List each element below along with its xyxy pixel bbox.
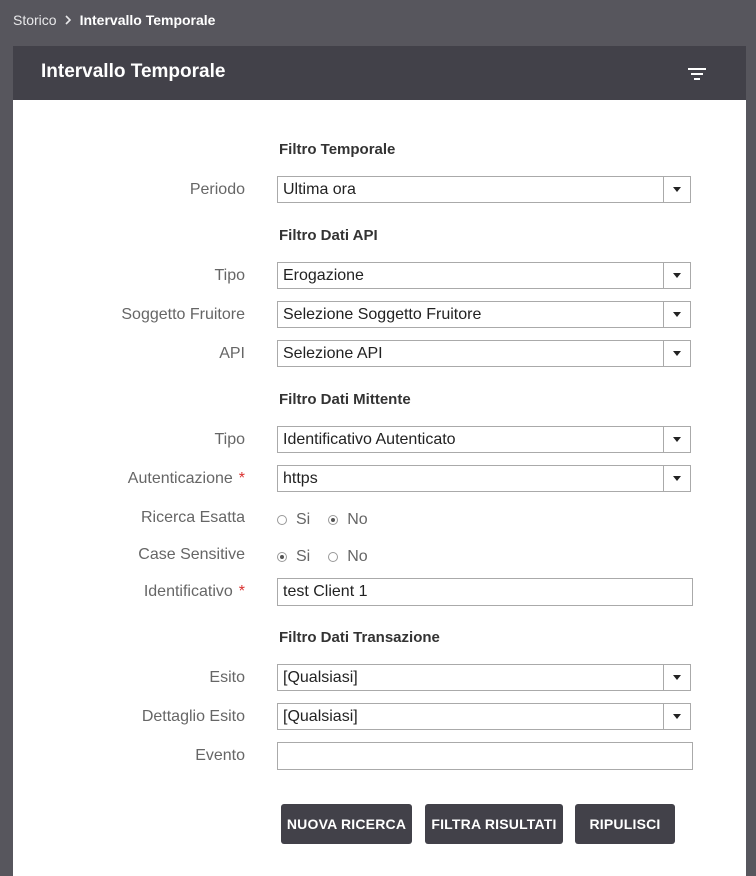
label-dettaglio-esito: Dettaglio Esito [141,708,245,725]
caret-down-icon[interactable] [664,466,690,491]
tipo-mittente-select[interactable] [277,426,691,453]
filtra-risultati-button[interactable]: FILTRA RISULTATI [425,804,563,844]
radio-label-si: Si [296,548,311,565]
label-tipo-mittente: Tipo [214,431,245,448]
periodo-select[interactable] [277,176,691,203]
radio-label-no: No [347,548,368,565]
identificativo-input[interactable]: test Client 1 [277,578,693,606]
label-case-sensitive: Case Sensitive [138,546,245,563]
autenticazione-select[interactable] [277,465,691,492]
radio-label-no: No [347,511,368,528]
case-sensitive-no[interactable] [328,548,367,566]
section-title-api: Filtro Dati API [279,227,378,244]
filter-panel [13,46,746,876]
chevron-right-icon [65,15,72,25]
ricerca-esatta-radio-group [277,511,386,529]
nuova-ricerca-button[interactable]: NUOVA RICERCA [281,804,412,844]
api-select[interactable] [277,340,691,367]
caret-down-icon[interactable] [664,665,690,690]
label-soggetto-fruitore: Soggetto Fruitore [121,306,245,323]
label-tipo-api: Tipo [214,267,245,284]
caret-down-icon[interactable] [664,341,690,366]
tipo-api-select[interactable] [277,262,691,289]
ripulisci-button[interactable]: RIPULISCI [575,804,675,844]
filter-icon[interactable] [686,66,708,82]
label-evento: Evento [195,747,245,764]
ricerca-esatta-no[interactable] [328,511,367,529]
label-periodo: Periodo [189,181,245,198]
caret-down-icon[interactable] [664,704,690,729]
label-identificativo [144,583,245,601]
label-ricerca-esatta: Ricerca Esatta [140,509,245,526]
radio-si[interactable] [277,515,287,525]
case-sensitive-radio-group [277,548,386,566]
breadcrumb [13,11,215,29]
periodo-value: Ultima ora [278,177,664,202]
caret-down-icon[interactable] [664,177,690,202]
tipo-mittente-value: Identificativo Autenticato [278,427,664,452]
case-sensitive-si[interactable] [277,548,310,566]
panel-title: Intervallo Temporale [41,61,226,82]
ricerca-esatta-si[interactable] [277,511,310,529]
esito-value: [Qualsiasi] [278,665,664,690]
api-value: Selezione API [278,341,664,366]
caret-down-icon[interactable] [664,427,690,452]
soggetto-fruitore-value: Selezione Soggetto Fruitore [278,302,664,327]
section-title-temporale: Filtro Temporale [279,141,396,158]
dettaglio-esito-value: [Qualsiasi] [278,704,664,729]
label-api: API [219,345,245,362]
autenticazione-value: https [278,466,664,491]
soggetto-fruitore-select[interactable] [277,301,691,328]
label-autenticazione [128,470,245,488]
dettaglio-esito-select[interactable] [277,703,691,730]
radio-si-selected[interactable] [277,552,287,562]
caret-down-icon[interactable] [664,263,690,288]
radio-label-si: Si [296,511,311,528]
evento-input[interactable] [277,742,693,770]
breadcrumb-current: Intervallo Temporale [79,12,216,28]
section-title-mittente: Filtro Dati Mittente [279,391,411,408]
esito-select[interactable] [277,664,691,691]
panel-header [13,46,746,100]
radio-no[interactable] [328,552,338,562]
required-marker: * [238,470,245,487]
breadcrumb-link-storico[interactable]: Storico [13,12,57,28]
label-identificativo-text: Identificativo [143,583,233,600]
label-autenticazione-text: Autenticazione [127,470,233,487]
caret-down-icon[interactable] [664,302,690,327]
section-title-transazione: Filtro Dati Transazione [279,629,440,646]
required-marker: * [238,583,245,600]
label-esito: Esito [209,669,245,686]
radio-no-selected[interactable] [328,515,338,525]
tipo-api-value: Erogazione [278,263,664,288]
